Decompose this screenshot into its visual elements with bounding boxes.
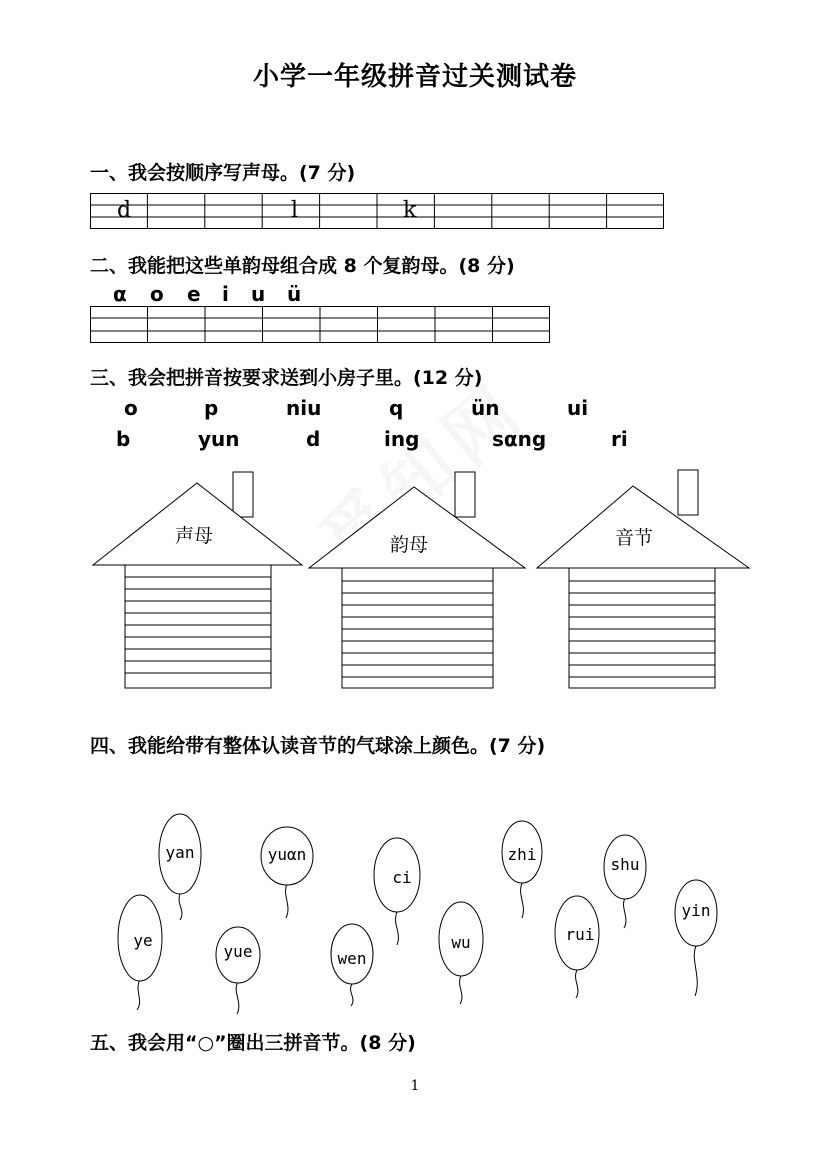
page-number: 1 [410, 1078, 420, 1094]
balloon-label: yin [681, 901, 711, 920]
balloon-label: yuαn [267, 845, 307, 864]
grid-letter: k [403, 198, 417, 223]
balloon-yuan[interactable] [261, 827, 313, 918]
house-consonants[interactable] [93, 472, 302, 688]
house-vowels[interactable] [309, 472, 525, 688]
house-label: 韵母 [389, 534, 429, 556]
section-2-writing-grid[interactable] [90, 306, 551, 344]
balloon-ci[interactable] [374, 838, 420, 945]
balloon-label: rui [565, 925, 595, 944]
grid-letter: l [291, 198, 299, 223]
balloon-label: wu [451, 933, 471, 952]
balloon-rui[interactable] [555, 896, 599, 998]
pinyin-item: b [116, 427, 131, 451]
pinyin-item: ün [471, 396, 500, 420]
house-label: 声母 [174, 525, 214, 547]
balloon-label: yue [223, 942, 253, 961]
balloon-label: shu [610, 855, 640, 874]
pinyin-item: d [306, 427, 321, 451]
pinyin-item: ri [611, 427, 628, 451]
pinyin-item: niu [286, 396, 322, 420]
balloon-yue[interactable] [216, 927, 260, 1014]
balloon-label: ye [133, 931, 153, 950]
vowel: o [150, 282, 164, 306]
section-5-heading: 五、我会用“○”圈出三拼音节。(8 分) [90, 1032, 416, 1054]
balloon-shu[interactable] [604, 835, 646, 928]
balloon-label: yan [165, 843, 195, 862]
section-3-heading: 三、我会把拼音按要求送到小房子里。(12 分) [90, 367, 483, 389]
vowel: u [251, 282, 266, 306]
vowel: ü [287, 282, 302, 306]
section-2-heading: 二、我能把这些单韵母组合成 8 个复韵母。(8 分) [90, 255, 515, 277]
balloon-zhi[interactable] [502, 821, 542, 918]
balloon-wu[interactable] [439, 902, 483, 1004]
balloon-label: ci [392, 868, 412, 887]
pinyin-item: p [204, 396, 219, 420]
balloon-label: wen [337, 949, 367, 968]
vowel: e [187, 282, 201, 306]
balloon-yan[interactable] [159, 814, 201, 920]
grid-letter: d [117, 198, 132, 223]
pinyin-item: o [124, 396, 138, 420]
house-syllables[interactable] [537, 470, 749, 688]
pinyin-item: ing [384, 427, 420, 451]
balloon-label: zhi [507, 845, 537, 864]
vowel: i [222, 282, 229, 306]
balloon-ye[interactable] [118, 895, 162, 1010]
pinyin-item: q [389, 396, 404, 420]
balloon-yin[interactable] [675, 880, 717, 996]
balloons-drawing [0, 800, 830, 1015]
pinyin-item: ui [567, 396, 589, 420]
houses-drawing [0, 460, 830, 700]
page-title: 小学一年级拼音过关测试卷 [252, 62, 577, 92]
section-1-heading: 一、我会按顺序写声母。(7 分) [90, 162, 356, 184]
pinyin-item: yun [198, 427, 240, 451]
pinyin-item: sαng [492, 427, 547, 451]
vowel: α [113, 282, 127, 306]
section-4-heading: 四、我能给带有整体认读音节的气球涂上颜色。(7 分) [90, 735, 546, 757]
section-1-writing-grid[interactable] [90, 193, 665, 230]
house-label: 音节 [614, 527, 654, 549]
